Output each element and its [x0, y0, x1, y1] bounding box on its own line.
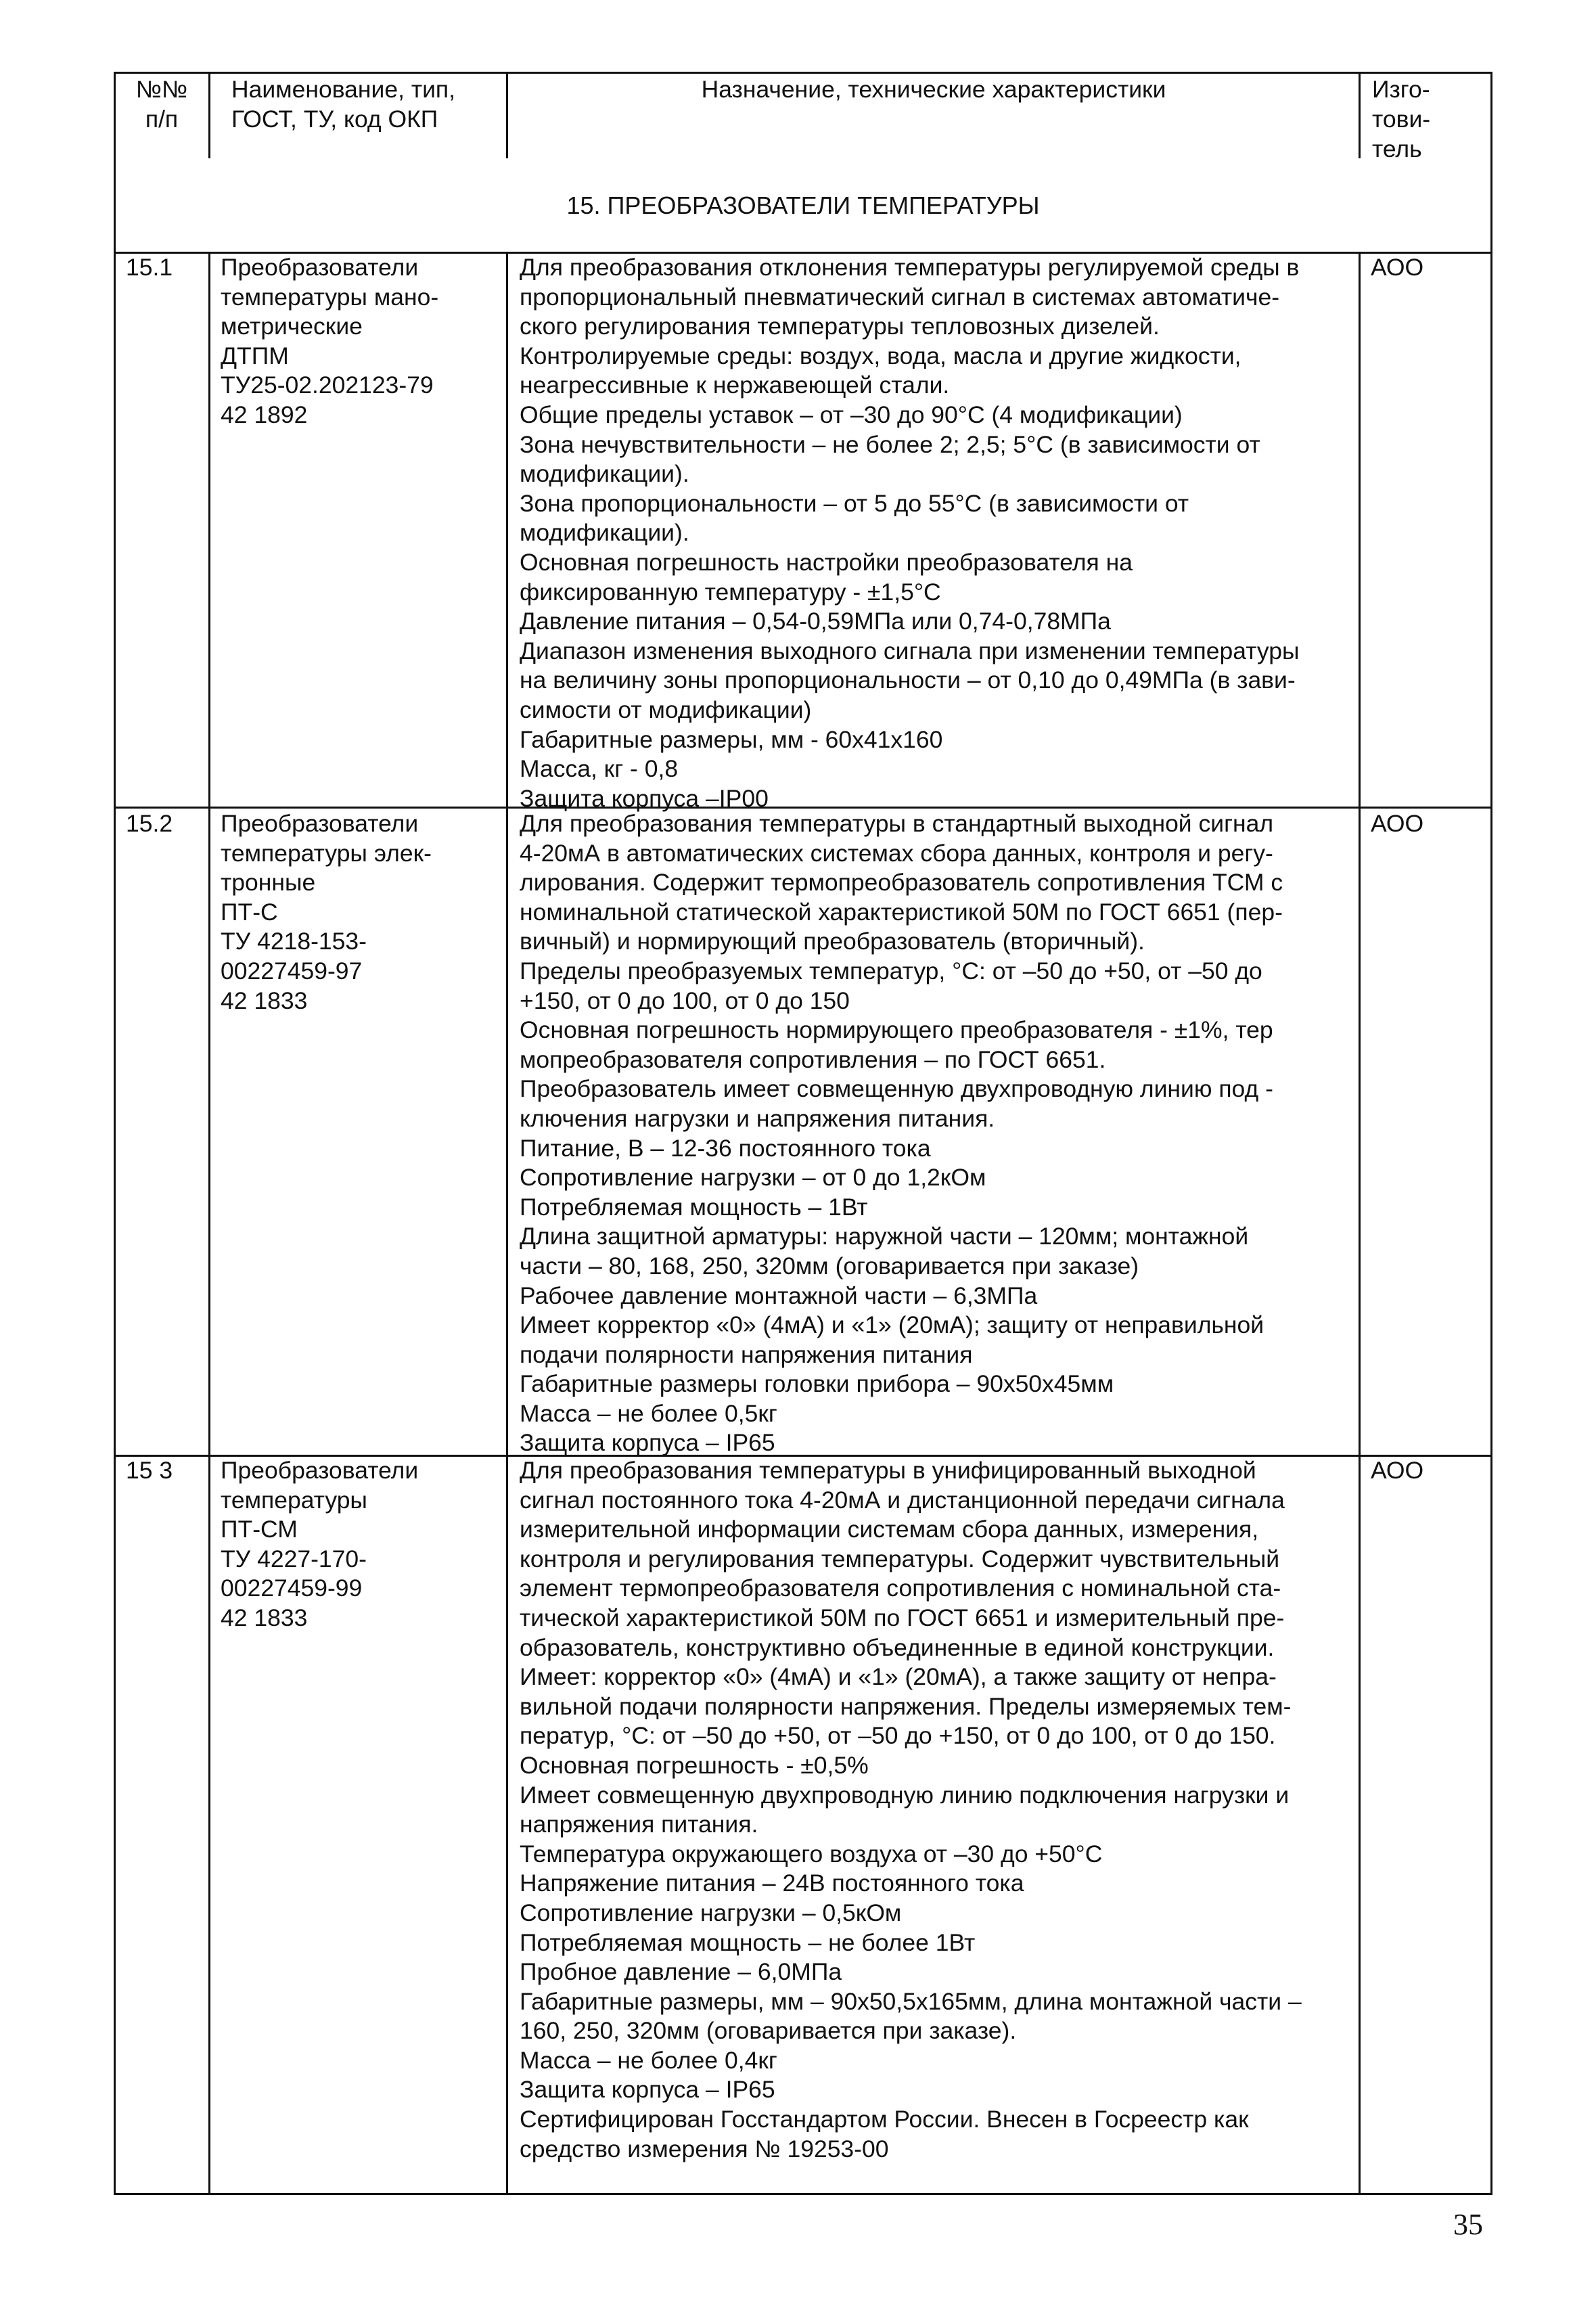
header-number: №№ п/п: [135, 76, 188, 133]
row-manufacturer: АОО: [1371, 254, 1424, 281]
row-description: Для преобразования температуры в унифицированный выходной сигнал постоянного тока 4-20мА и дистанционной передачи сигнала измерительной информации системам сбора данных, измерения, контроля и регулирования температуры. Содержит чувствительный элемент термопреобразователя сопротивления с номинальной ста- тической характеристикой 50М по ГОСТ 6651 и измерительный пре- образователь, конструктивно объединенные в единой конструкции. Имеет: корректор «0» (4мА) и «1» (20мА), а также защиту от непра- вильной подачи полярности напряжения. Пределы измеряемых тем- ператур, °С: от –50 до +50, от –50 до +150, от 0 до 100, от 0 до 150. Основная погрешность - ±0,5% Имеет совмещенную двухпроводную линию подключения нагрузки и напряжения питания. Температура окружающего воздуха от –30 до +50°С Напряжение питания – 24В постоянного тока Сопротивление нагрузки – 0,5кОм Потребляемая мощность – не более 1Вт Пробное давление – 6,0МПа Габаритные размеры, мм – 90x50,5x165мм, длина монтажной части – 160, 250, 320мм (оговаривается при заказе). Масса – не более 0,4кг Защита корпуса – IP65 Сертифицирован Госстандартом России. Внесен в Госреестр как средство измерения № 19253-00: [520, 1457, 1302, 2162]
page-number: 35: [1453, 2208, 1483, 2241]
row-number: 15 3: [126, 1457, 173, 1484]
header-manufacturer: Изго- тови- тель: [1372, 76, 1431, 162]
header-name: Наименование, тип, ГОСТ, ТУ, код ОКП: [231, 76, 455, 133]
row-manufacturer: АОО: [1371, 1457, 1424, 1484]
header-divider: [506, 72, 508, 158]
column-divider: [506, 252, 508, 2195]
header-divider: [1359, 72, 1361, 158]
row-name: Преобразователи температуры элек- тронные ПТ-С ТУ 4218-153- 00227459-97 42 1833: [221, 810, 432, 1014]
header-description: Назначение, технические характеристики: [701, 76, 1166, 103]
row-number: 15.1: [126, 254, 173, 281]
column-divider: [1359, 252, 1361, 2195]
column-divider: [208, 252, 210, 2195]
row-description: Для преобразования отклонения температуры регулируемой среды в пропорциональный пневматический сигнал в системах автоматиче- ского регулирования температуры тепловозных дизелей. Контролируемые среды: воздух, вода, масла и другие жидкости, неагрессивные к нержавеющей стали. Общие пределы уставок – от –30 до 90°С (4 модификации) Зона нечувствительности – не более 2; 2,5; 5°С (в зависимости от модификации). Зона пропорциональности – от 5 до 55°С (в зависимости от модификации). Основная погрешность настройки преобразователя на фиксированную температуру - ±1,5°С Давление питания – 0,54-0,59МПа или 0,74-0,78МПа Диапазон изменения выходного сигнала при изменении температуры на величину зоны пропорциональности – от 0,10 до 0,49МПа (в зави- симости от модификации) Габаритные размеры, мм - 60x41x160 Масса, кг - 0,8 Защита корпуса –IP00: [520, 254, 1300, 812]
row-manufacturer: АОО: [1371, 810, 1424, 837]
row-name: Преобразователи температуры мано- метрические ДТПМ ТУ25-02.202123-79 42 1892: [221, 254, 439, 428]
row-description: Для преобразования температуры в стандартный выходной сигнал 4-20мА в автоматических системах сбора данных, контроля и регу- лирования. Содержит термопреобразователь сопротивления ТСМ с номинальной статической характеристикой 50М по ГОСТ 6651 (пер- вичный) и нормирующий преобразователь (вторичный). Пределы преобразуемых температур, °С: от –50 до +50, от –50 до +150, от 0 до 100, от 0 до 150 Основная погрешность нормирующего преобразователя - ±1%, тер мопреобразователя сопротивления – по ГОСТ 6651. Преобразователь имеет совмещенную двухпроводную линию под - ключения нагрузки и напряжения питания. Питание, В – 12-36 постоянного тока Сопротивление нагрузки – от 0 до 1,2кОм Потребляемая мощность – 1Вт Длина защитной арматуры: наружной части – 120мм; монтажной части – 80, 168, 250, 320мм (оговаривается при заказе) Рабочее давление монтажной части – 6,3МПа Имеет корректор «0» (4мА) и «1» (20мА); защиту от неправильной подачи полярности напряжения питания Габаритные размеры головки прибора – 90x50x45мм Масса – не более 0,5кг Защита корпуса – IP65: [520, 810, 1283, 1457]
row-name: Преобразователи температуры ПТ-СМ ТУ 4227-170- 00227459-99 42 1833: [221, 1457, 419, 1631]
row-number: 15.2: [126, 810, 173, 837]
section-title: 15. ПРЕОБРАЗОВАТЕЛИ ТЕМПЕРАТУРЫ: [566, 191, 1040, 219]
header-divider: [208, 72, 210, 158]
